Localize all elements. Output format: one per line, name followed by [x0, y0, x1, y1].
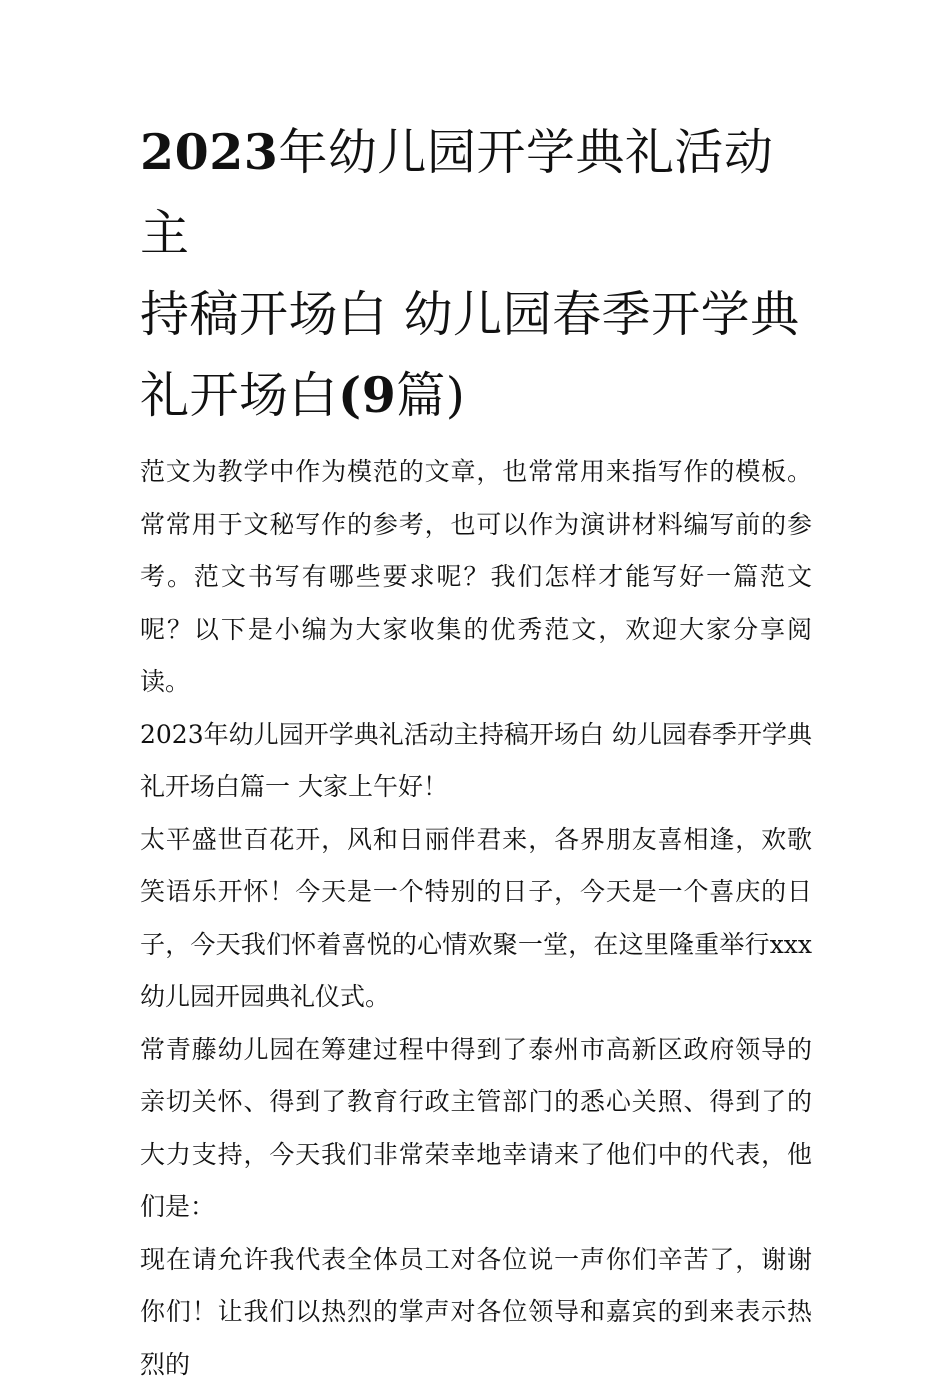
paragraph-heading: 2023年幼儿园开学典礼活动主持稿开场白 幼儿园春季开学典礼开场白篇一 大家上午好！ — [140, 709, 812, 814]
document-page — [140, 112, 812, 1391]
document-title — [140, 112, 812, 436]
title-line-3: 礼开场白 — [140, 367, 338, 424]
title-year: 2023 — [140, 123, 278, 181]
title-suffix: 篇) — [396, 367, 465, 424]
paragraph-thanks: 常青藤幼儿园在筹建过程中得到了泰州市高新区政府领导的亲切关怀、得到了教育行政主管部门的悉心关照、得到了的大力支持，今天我们非常荣幸地幸请来了他们中的代表，他们是： — [140, 1024, 812, 1234]
document-body — [140, 446, 812, 1391]
title-line-2: 持稿开场白 幼儿园春季开学典 — [140, 286, 800, 343]
title-count: (9 — [338, 366, 396, 424]
paragraph-intro: 范文为教学中作为模范的文章，也常常用来指写作的模板。常常用于文秘写作的参考，也可以作为演讲材料编写前的参考。范文书写有哪些要求呢？我们怎样才能写好一篇范文呢？以下是小编为大家收集的优秀范文，欢迎大家分享阅读。 — [140, 446, 812, 709]
title-line-1: 年幼儿园开学典礼活动主 — [140, 124, 773, 262]
paragraph-welcome: 现在请允许我代表全体员工对各位说一声你们辛苦了，谢谢你们！让我们以热烈的掌声对各位领导和嘉宾的到来表示热烈的 — [140, 1234, 812, 1391]
paragraph-opening: 太平盛世百花开，风和日丽伴君来，各界朋友喜相逢，欢歌笑语乐开怀！今天是一个特别的日子，今天是一个喜庆的日子，今天我们怀着喜悦的心情欢聚一堂，在这里隆重举行xxx幼儿园开园典礼仪式。 — [140, 814, 812, 1024]
